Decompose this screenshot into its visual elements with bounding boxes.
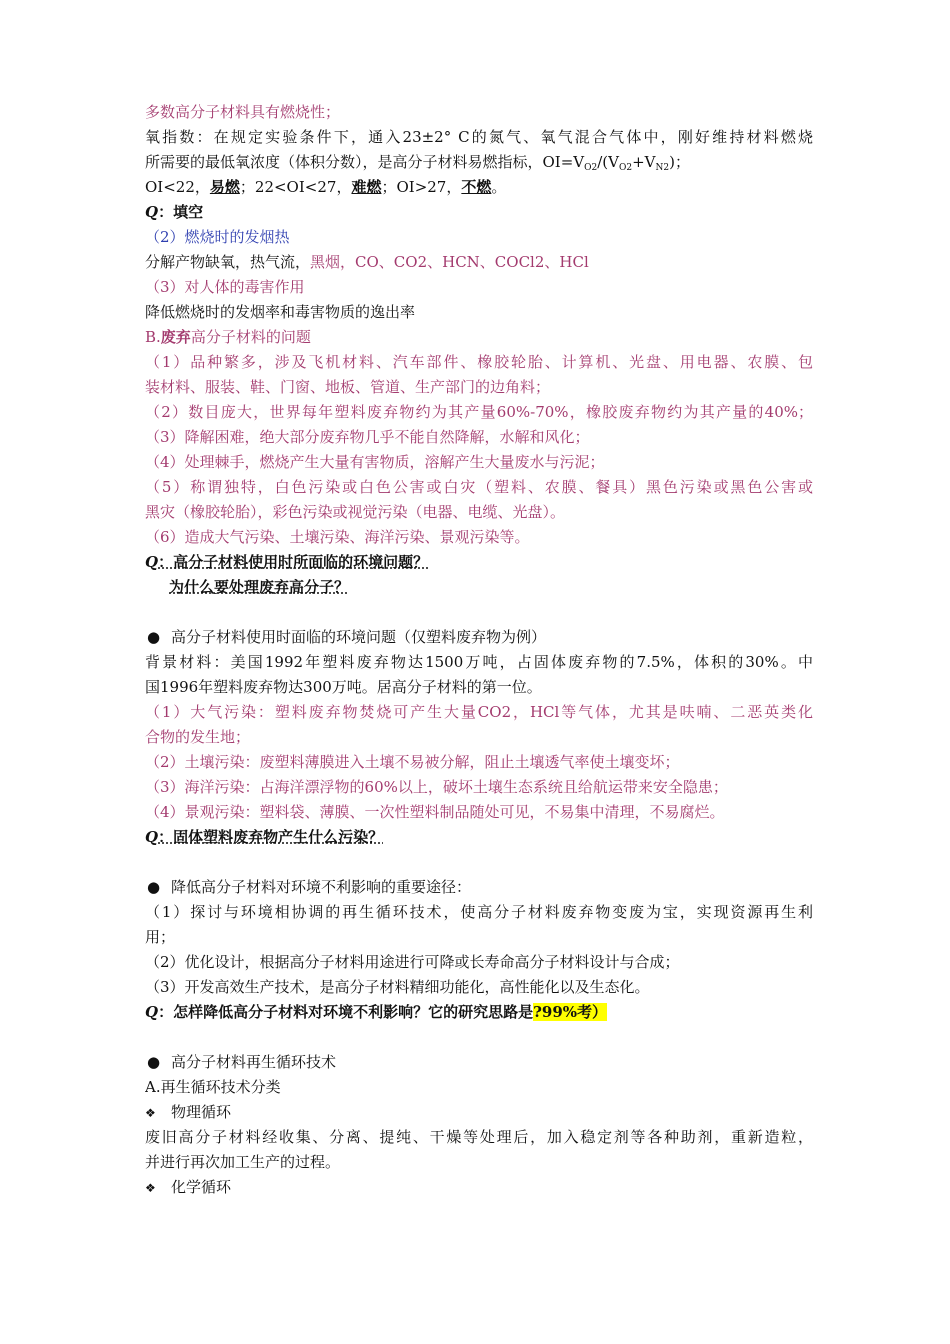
text-line: （2）优化设计，根据高分子材料用途进行可降或长寿命高分子材料设计与合成； — [145, 953, 680, 971]
flame-retardant-term: 难燃 — [351, 178, 382, 196]
question-text: ：高分子材料使用时所面临的环境问题？ — [158, 553, 429, 571]
subscript: O2 — [619, 163, 633, 173]
text-span: 分解产物缺氧，热气流， — [145, 253, 311, 271]
diamond-item — [145, 1100, 813, 1125]
diamond-bullet-icon: ❖ — [145, 1106, 156, 1120]
question-text: 为什么要处理废弃高分子？ — [169, 578, 350, 596]
text-span: )； — [669, 153, 690, 171]
text-line: A.再生循环技术分类 — [145, 1078, 281, 1096]
question-heading — [145, 550, 813, 575]
text-span: 废弃 — [160, 328, 191, 346]
text-line: （3）海洋污染：占海洋漂浮物的60%以上，破坏土壤生态系统且给航运带来安全隐患； — [145, 778, 728, 796]
text-span: /(V — [597, 153, 619, 171]
text-span: +V — [632, 153, 656, 171]
document-body — [145, 100, 813, 1200]
question-text: ：填空 — [158, 203, 204, 221]
non-flammable-term: 不燃 — [461, 178, 492, 196]
diamond-item-text: 物理循环 — [171, 1103, 232, 1121]
bullet-item — [145, 625, 813, 650]
text-line: 国1996年塑料废弃物达300万吨。居高分子材料的第一位。 — [145, 678, 542, 696]
text-line: （1）品种繁多，涉及飞机材料、汽车部件、橡胶轮胎、计算机、光盘、用电器、农膜、包 — [145, 353, 813, 371]
text-line: 装材料、服装、鞋、门窗、地板、管道、生产部门的边角料； — [145, 378, 551, 396]
text-span: ；OI>27， — [381, 178, 462, 196]
bullet-text: 降低高分子材料对环境不利影响的重要途径： — [171, 878, 472, 896]
text-line: 降低燃烧时的发烟率和毒害物质的逸出率 — [145, 303, 416, 321]
text-span: 所需要的最低氧浓度（体积分数），是高分子材料易燃指标，OI=V — [145, 153, 585, 171]
question-mark-label: Q — [145, 553, 159, 571]
flammable-term: 易燃 — [209, 178, 240, 196]
text-line: 废旧高分子材料经收集、分离、提纯、干燥等处理后，加入稳定剂等各种助剂，重新造粒， — [145, 1128, 813, 1146]
question-heading — [145, 575, 813, 600]
question-mark-label: Q — [145, 203, 159, 221]
question-mark-label: Q — [145, 1003, 159, 1021]
diamond-bullet-icon: ❖ — [145, 1181, 156, 1195]
blank-line — [145, 850, 813, 875]
text-line: （2）数目庞大，世界每年塑料废弃物约为其产量60%-70%，橡胶废弃物约为其产量的40%； — [145, 403, 813, 421]
text-line: （3）降解困难，绝大部分废弃物几乎不能自然降解，水解和风化； — [145, 428, 590, 446]
text-line: （2）土壤污染：废塑料薄膜进入土壤不易被分解，阻止土壤透气率使土壤变坏； — [145, 753, 680, 771]
text-line: （4）处理棘手，燃烧产生大量有害物质，溶解产生大量废水与污泥； — [145, 453, 605, 471]
text-span: 。 — [491, 178, 507, 196]
blank-line — [145, 600, 813, 625]
text-span: OI<22， — [145, 178, 210, 196]
text-line: 黑灾（橡胶轮胎），彩色污染或视觉污染（电器、电缆、光盘）。 — [145, 503, 566, 521]
diamond-item — [145, 1175, 813, 1200]
bullet-text: 高分子材料使用时面临的环境问题（仅塑料废弃物为例） — [171, 628, 547, 646]
question-text: ：固体塑料废弃物产生什么污染？ — [158, 828, 384, 846]
text-line: 多数高分子材料具有燃烧性； — [145, 103, 341, 121]
text-line: （5）称谓独特，白色污染或白色公害或白灾（塑料、农膜、餐具）黑色污染或黑色公害或 — [145, 478, 813, 496]
text-line: 合物的发生地； — [145, 728, 251, 746]
subscript: O2 — [584, 163, 598, 173]
text-span: ；22<OI<27， — [239, 178, 352, 196]
text-line: （4）景观污染：塑料袋、薄膜、一次性塑料制品随处可见，不易集中清理，不易腐烂。 — [145, 803, 725, 821]
highlighted-note: ?99%考） — [533, 1003, 608, 1021]
question-text: ：怎样降低高分子材料对环境不利影响？它的研究思路是 — [158, 1003, 534, 1021]
text-line: （3）开发高效生产技术，是高分子材料精细功能化，高性能化以及生态化。 — [145, 978, 650, 996]
text-line: （6）造成大气污染、土壤污染、海洋污染、景观污染等。 — [145, 528, 530, 546]
text-line: 并进行再次加工生产的过程。 — [145, 1153, 341, 1171]
question-mark-label: Q — [145, 828, 159, 846]
text-line: 氧指数：在规定实验条件下，通入23±2° C的氮气、氧气混合气体中，刚好维持材料燃烧 — [145, 128, 813, 146]
question-heading — [145, 1000, 813, 1025]
text-line: （1）大气污染：塑料废弃物焚烧可产生大量CO2，HCl等气体，尤其是呋喃、二恶英类化 — [145, 703, 813, 721]
section-heading — [145, 325, 813, 350]
bullet-item — [145, 875, 813, 900]
text-line — [145, 250, 813, 275]
bullet-icon: ● — [147, 878, 161, 896]
diamond-item-text: 化学循环 — [171, 1178, 232, 1196]
bullet-icon: ● — [147, 628, 161, 646]
text-line: 用； — [145, 928, 176, 946]
question-heading — [145, 200, 813, 225]
text-line: （1）探讨与环境相协调的再生循环技术，使高分子材料废弃物变废为宝，实现资源再生利 — [145, 903, 813, 921]
text-span: B. — [145, 328, 161, 346]
text-span: 高分子材料的问题 — [190, 328, 311, 346]
text-line: （2）燃烧时的发烟热 — [145, 228, 290, 246]
bullet-icon: ● — [147, 1053, 161, 1071]
bullet-item — [145, 1050, 813, 1075]
subscript: N2 — [655, 163, 670, 173]
text-line — [145, 175, 813, 200]
text-line: 背景材料：美国1992年塑料废弃物达1500万吨，占固体废弃物的7.5%，体积的30%。中 — [145, 653, 813, 671]
text-line — [145, 150, 813, 175]
blank-line — [145, 1025, 813, 1050]
text-span: 黑烟，CO、CO2、HCN、COCl2、HCl — [310, 253, 589, 271]
text-line: （3）对人体的毒害作用 — [145, 278, 305, 296]
question-heading — [145, 825, 813, 850]
bullet-text: 高分子材料再生循环技术 — [171, 1053, 337, 1071]
